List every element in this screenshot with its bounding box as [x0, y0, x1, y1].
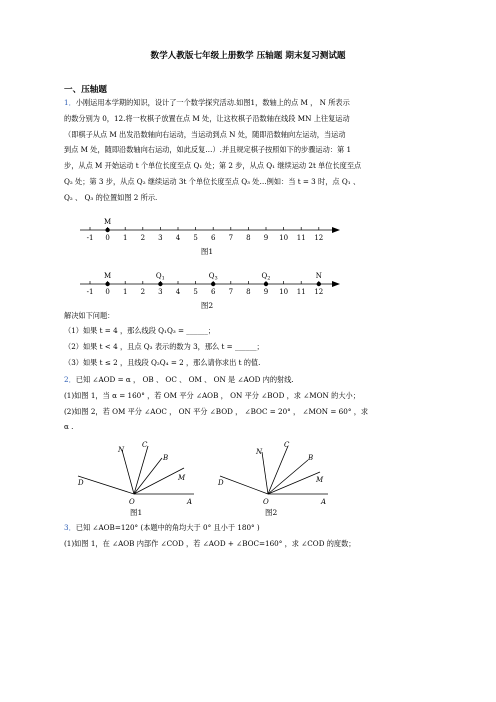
ray-on — [262, 452, 268, 494]
q1-sub-1: （1）如果 t = 4 ，那么线段 Q₁Q₃ = ______； — [64, 326, 216, 335]
q1-number: 1． — [64, 98, 76, 107]
tick-label: 6 — [210, 288, 216, 296]
point-dot-m — [105, 282, 109, 286]
label-d: D — [78, 479, 84, 487]
tick-label: 2 — [140, 234, 146, 242]
q3-line: 已知 ∠AOB=120° (本题中的角均大于 0° 且小于 180° ) — [75, 523, 260, 532]
q1-paragraph — [64, 95, 436, 206]
ray-oc — [134, 446, 148, 494]
point-dot-q2 — [264, 282, 268, 286]
label-n: N — [118, 446, 125, 454]
tick-label: 4 — [175, 234, 181, 242]
angle-figure-1 — [70, 438, 210, 518]
tick-label: 0 — [105, 234, 110, 242]
ray-on — [122, 450, 134, 494]
point-m-dot — [105, 228, 109, 232]
tick-label: 11 — [296, 234, 306, 242]
tick-label: 7 — [228, 234, 234, 242]
tick-label: 9 — [263, 288, 269, 296]
axis-arrow-icon — [332, 227, 340, 233]
tick-label: 12 — [314, 234, 324, 242]
point-label-q3: $Q_3$ — [208, 272, 218, 282]
q2-line: 已知 ∠AOD = α ， OB 、 OC 、 OM 、 ON 是 ∠AOD 内的射线. — [75, 375, 294, 384]
point-label-m: M — [104, 272, 112, 280]
tick-label: 8 — [246, 234, 251, 242]
label-o: O — [263, 498, 269, 506]
tick-label: 0 — [105, 288, 110, 296]
ray-ob — [268, 460, 308, 494]
q2-line: (1)如图 1，当 α = 160° ，若 OM 平分 ∠AOB ， ON 平分 ∠BOD ，求 ∠MON 的大小； — [64, 390, 360, 400]
tick-group — [87, 281, 324, 296]
label-c: C — [284, 441, 290, 449]
tick-label: 8 — [246, 288, 251, 296]
point-dot-q1 — [158, 282, 162, 286]
q3-line: (1)如图 1，在 ∠AOB 内部作 ∠COD ，若 ∠AOD + ∠BOC=160° ，求 ∠COD 的度数； — [64, 538, 356, 548]
label-d: D — [218, 479, 224, 487]
label-m: M — [178, 474, 186, 482]
angle-figure-2 — [210, 438, 350, 518]
q2-paragraph — [64, 372, 436, 435]
tick-label: 1 — [122, 288, 128, 296]
point-label-n: N — [315, 272, 322, 280]
point-dot-n — [317, 282, 321, 286]
q1-line: 小刚运用本学期的知识，设计了一个数学探究活动.如图1，数轴上的点 M ， N 所表示 — [75, 98, 350, 107]
q2-line: α . — [64, 422, 74, 432]
tick-label: -1 — [86, 234, 94, 242]
tick-label: 10 — [279, 288, 289, 296]
tick-group — [87, 227, 324, 242]
label-o: O — [129, 498, 135, 506]
tick-label: 3 — [158, 234, 163, 242]
tick-label: 10 — [279, 234, 289, 242]
tick-label: 12 — [314, 288, 324, 296]
figure-caption: 图2 — [265, 508, 278, 517]
tick-label: 5 — [193, 234, 198, 242]
q1-line: 到点 M 处，随即沿数轴向右运动，如此反复…）.并且规定棋子按照如下的步骤运动：第 1 — [64, 145, 352, 155]
label-a: A — [187, 498, 193, 506]
q1-line: （即棋子从点 M 出发沿数轴向右运动，当运动到点 N 处，随即沿数轴向左运动，当运动 — [64, 129, 346, 139]
q1-line: Q₂ 处；第 3 步，从点 Q₂ 继续运动 3t 个单位长度至点 Q₃ 处…例如：当 t = 3 时，点 Q₁ 、 — [64, 176, 361, 186]
tick-label: 4 — [175, 288, 181, 296]
point-label-q1: $Q_1$ — [155, 272, 165, 282]
ray-od — [220, 476, 268, 494]
q1-solve-heading: 解决如下问题： — [64, 311, 115, 320]
figure-caption: 图2 — [200, 301, 214, 310]
figure-caption: 图1 — [200, 247, 214, 256]
q2-number: 2． — [64, 375, 76, 384]
figure-caption: 图1 — [130, 508, 143, 517]
number-line-figure-1 — [76, 210, 346, 256]
point-label-q2: $Q_2$ — [261, 272, 271, 282]
tick-label: 6 — [210, 234, 216, 242]
q1-sub-2: （2）如果 t < 4 ，且点 Q₃ 表示的数为 3，那么 t = ______； — [64, 342, 264, 351]
label-n: N — [256, 448, 263, 456]
tick-label: 5 — [193, 288, 198, 296]
section-heading: 一、压轴题 — [64, 85, 107, 95]
label-a: A — [321, 498, 327, 506]
point-m-label: M — [104, 218, 112, 226]
q1-line: 的数分别为 0，12.将一枚棋子放置在点 M 处，让这枚棋子沿数轴在线段 MN 上往复运动 — [64, 113, 350, 123]
label-m: M — [316, 476, 324, 484]
q1-sub-3: （3）如果 t ≤ 2 ，且线段 Q₂Q₄ = 2 ，那么请你求出 t 的值. — [64, 358, 261, 367]
tick-label: -1 — [86, 288, 94, 296]
tick-label: 2 — [140, 288, 146, 296]
q2-line: (2)如图 2，若 OM 平分 ∠AOC ， ON 平分 ∠BOD ， ∠BOC = 20° ， ∠MON = 60° ，求 — [64, 406, 369, 416]
point-dot-q3 — [211, 282, 215, 286]
tick-label: 1 — [122, 234, 128, 242]
tick-label: 3 — [158, 288, 163, 296]
q1-line: 步，从点 M 开始运动 t 个单位长度至点 Q₁ 处；第 2 步，从点 Q₁ 继续运动 2t 单位长度至点 — [64, 161, 362, 171]
q1-line: Q₂ 、 Q₃ 的位置如图 2 所示. — [64, 192, 158, 202]
page-title: 数学人教版七年级上册数学 压轴题 期末复习测试题 — [150, 51, 346, 61]
q3-number: 3． — [64, 523, 76, 532]
q3-paragraph — [64, 520, 436, 552]
label-b: B — [163, 454, 169, 462]
ray-ob — [134, 458, 162, 494]
tick-label: 7 — [228, 288, 234, 296]
ray-om — [134, 468, 184, 494]
number-line-figure-2 — [76, 264, 346, 310]
label-c: C — [142, 441, 148, 449]
tick-label: 9 — [263, 234, 269, 242]
axis-arrow-icon — [332, 281, 340, 287]
tick-label: 11 — [296, 288, 306, 296]
label-b: B — [308, 454, 314, 462]
ray-od — [78, 476, 134, 494]
